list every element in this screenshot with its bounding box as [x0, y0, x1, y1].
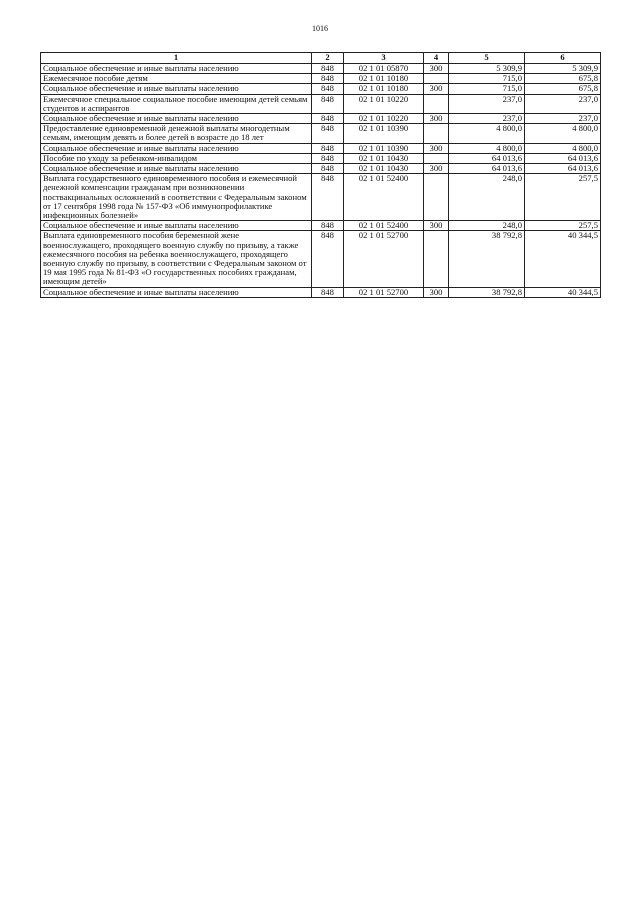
- budget-table: [40, 52, 601, 298]
- table-header: [41, 53, 601, 64]
- cell-code: 848: [312, 84, 344, 94]
- cell-code: 848: [312, 153, 344, 163]
- cell-article: 02 1 01 10430: [344, 164, 424, 174]
- cell-name: Выплата государственного единовременного пособия и ежемесячной денежной компенсации гражданам при возникновении поствакцинальных осложнений в соответствии с Федеральным законом от 17 сентября 1998 года № 157-ФЗ «Об иммунопрофилактике инфекционных болезней»: [41, 174, 312, 221]
- cell-code: 848: [312, 287, 344, 297]
- cell-type: [424, 74, 449, 84]
- cell-code: 848: [312, 74, 344, 84]
- cell-value-1: 248,0: [449, 174, 525, 221]
- cell-value-2: 4 800,0: [525, 143, 601, 153]
- header-col-6: 6: [525, 53, 601, 64]
- cell-code: 848: [312, 124, 344, 143]
- cell-code: 848: [312, 114, 344, 124]
- table-row: [41, 153, 601, 163]
- cell-name: Социальное обеспечение и иные выплаты населению: [41, 143, 312, 153]
- cell-value-2: 675,8: [525, 84, 601, 94]
- cell-value-1: 5 309,9: [449, 64, 525, 74]
- cell-name: Предоставление единовременной денежной выплаты многодетным семьям, имеющим девять и более детей в возрасте до 18 лет: [41, 124, 312, 143]
- cell-code: 848: [312, 164, 344, 174]
- cell-value-2: 257,5: [525, 174, 601, 221]
- cell-value-2: 64 013,6: [525, 164, 601, 174]
- cell-name: Социальное обеспечение и иные выплаты населению: [41, 164, 312, 174]
- table-row: [41, 287, 601, 297]
- cell-type: 300: [424, 221, 449, 231]
- cell-type: [424, 124, 449, 143]
- cell-article: 02 1 01 52400: [344, 221, 424, 231]
- page-number: 1016: [312, 24, 328, 33]
- cell-type: 300: [424, 64, 449, 74]
- cell-article: 02 1 01 52700: [344, 231, 424, 287]
- cell-value-2: 4 800,0: [525, 124, 601, 143]
- cell-value-2: 40 344,5: [525, 287, 601, 297]
- header-col-1: 1: [41, 53, 312, 64]
- cell-article: 02 1 01 05870: [344, 64, 424, 74]
- cell-value-1: 64 013,6: [449, 153, 525, 163]
- table-body: [41, 64, 601, 298]
- cell-type: 300: [424, 114, 449, 124]
- cell-value-1: 715,0: [449, 84, 525, 94]
- cell-value-1: 38 792,8: [449, 287, 525, 297]
- cell-value-1: 237,0: [449, 94, 525, 113]
- cell-value-2: 237,0: [525, 94, 601, 113]
- header-col-4: 4: [424, 53, 449, 64]
- header-col-2: 2: [312, 53, 344, 64]
- cell-type: 300: [424, 287, 449, 297]
- cell-article: 02 1 01 10390: [344, 143, 424, 153]
- cell-article: 02 1 01 10180: [344, 74, 424, 84]
- table-row: [41, 64, 601, 74]
- cell-name: Социальное обеспечение и иные выплаты населению: [41, 64, 312, 74]
- table-row: [41, 231, 601, 287]
- cell-value-1: 38 792,8: [449, 231, 525, 287]
- cell-code: 848: [312, 174, 344, 221]
- cell-code: 848: [312, 94, 344, 113]
- cell-article: 02 1 01 52700: [344, 287, 424, 297]
- header-row: [41, 53, 601, 64]
- table-row: [41, 174, 601, 221]
- cell-type: [424, 231, 449, 287]
- table-row: [41, 143, 601, 153]
- table-row: [41, 84, 601, 94]
- cell-name: Ежемесячное пособие детям: [41, 74, 312, 84]
- cell-name: Социальное обеспечение и иные выплаты населению: [41, 114, 312, 124]
- cell-value-1: 715,0: [449, 74, 525, 84]
- cell-name: Социальное обеспечение и иные выплаты населению: [41, 84, 312, 94]
- cell-type: [424, 174, 449, 221]
- cell-article: 02 1 01 10390: [344, 124, 424, 143]
- cell-value-1: 4 800,0: [449, 124, 525, 143]
- table-row: [41, 164, 601, 174]
- cell-name: Социальное обеспечение и иные выплаты населению: [41, 221, 312, 231]
- cell-code: 848: [312, 221, 344, 231]
- cell-article: 02 1 01 52400: [344, 174, 424, 221]
- cell-name: Социальное обеспечение и иные выплаты населению: [41, 287, 312, 297]
- cell-name: Ежемесячное специальное социальное пособие имеющим детей семьям студентов и аспирантов: [41, 94, 312, 113]
- table-row: [41, 124, 601, 143]
- cell-code: 848: [312, 143, 344, 153]
- cell-value-2: 675,8: [525, 74, 601, 84]
- cell-value-1: 237,0: [449, 114, 525, 124]
- cell-name: Выплата единовременного пособия беременной жене военнослужащего, проходящего военную службу по призыву, а также ежемесячного пособия на ребенка военнослужащего, проходящего военную службу по призыву, в соответствии с Федеральным законом от 19 мая 1995 года № 81-ФЗ «О государственных пособиях гражданам, имеющим детей»: [41, 231, 312, 287]
- cell-value-2: 64 013,6: [525, 153, 601, 163]
- cell-type: 300: [424, 143, 449, 153]
- cell-value-2: 237,0: [525, 114, 601, 124]
- cell-value-1: 4 800,0: [449, 143, 525, 153]
- header-col-5: 5: [449, 53, 525, 64]
- cell-article: 02 1 01 10220: [344, 114, 424, 124]
- cell-value-2: 40 344,5: [525, 231, 601, 287]
- cell-type: 300: [424, 164, 449, 174]
- table-row: [41, 74, 601, 84]
- cell-value-1: 64 013,6: [449, 164, 525, 174]
- cell-code: 848: [312, 64, 344, 74]
- cell-article: 02 1 01 10180: [344, 84, 424, 94]
- table-row: [41, 94, 601, 113]
- cell-name: Пособие по уходу за ребенком-инвалидом: [41, 153, 312, 163]
- cell-value-2: 257,5: [525, 221, 601, 231]
- cell-value-1: 248,0: [449, 221, 525, 231]
- table-row: [41, 114, 601, 124]
- header-col-3: 3: [344, 53, 424, 64]
- cell-code: 848: [312, 231, 344, 287]
- cell-article: 02 1 01 10220: [344, 94, 424, 113]
- cell-type: [424, 153, 449, 163]
- table-row: [41, 221, 601, 231]
- cell-article: 02 1 01 10430: [344, 153, 424, 163]
- cell-value-2: 5 309,9: [525, 64, 601, 74]
- cell-type: [424, 94, 449, 113]
- cell-type: 300: [424, 84, 449, 94]
